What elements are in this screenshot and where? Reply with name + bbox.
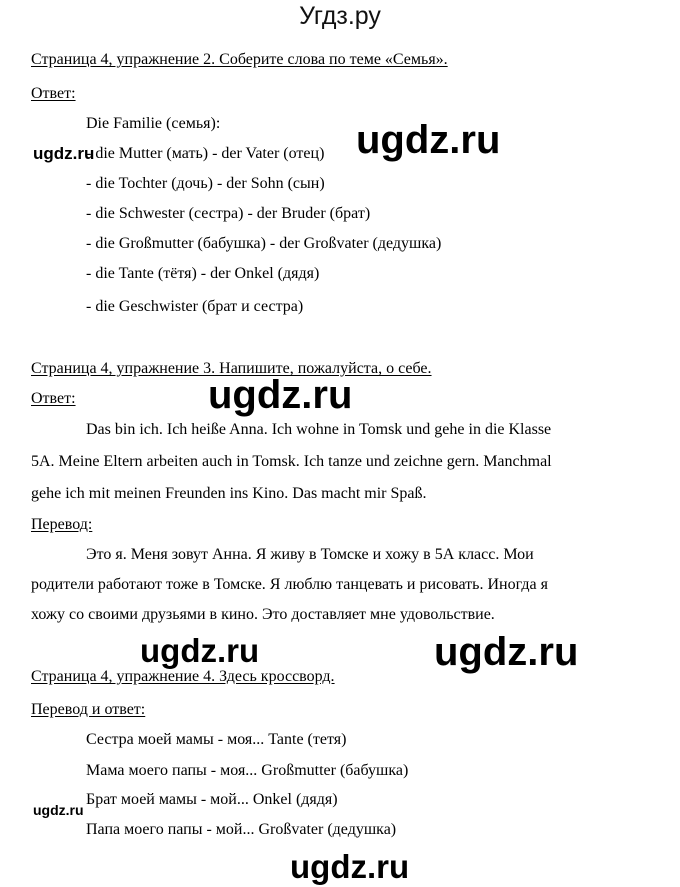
crossword-answer-item: Папа моего папы - мой... Großvater (дедушка): [86, 821, 397, 838]
section-3-answer-label: Перевод и ответ:: [31, 701, 146, 718]
section-1-answer-label: Ответ:: [31, 85, 76, 102]
crossword-answer-item: Брат моей мамы - мой... Onkel (дядя): [86, 791, 338, 808]
family-word-item: - die Großmutter (бабушка) - der Großvater (дедушка): [86, 235, 442, 252]
watermark: ugdz.ru: [434, 630, 579, 674]
answer-text-line: 5A. Meine Eltern arbeiten auch in Tomsk. Ich tanze und zeichne gern. Manchmal: [31, 453, 552, 470]
family-word-item: - die Geschwister (брат и сестра): [86, 298, 304, 315]
crossword-answer-item: Мама моего папы - моя... Großmutter (бабушка): [86, 762, 409, 779]
translation-text-line: хожу со своими друзьями в кино. Это доставляет мне удовольствие.: [31, 606, 495, 623]
watermark: ugdz.ru: [33, 144, 95, 163]
watermark: ugdz.ru: [33, 802, 84, 818]
family-word-item: - die Schwester (сестра) - der Bruder (брат): [86, 205, 371, 222]
answer-text-line: gehe ich mit meinen Freunden ins Kino. Das macht mir Spaß.: [31, 485, 427, 502]
translation-text-line: Это я. Меня зовут Анна. Я живу в Томске и хожу в 5А класс. Мои: [86, 546, 534, 563]
family-word-item: - die Tante (тётя) - der Onkel (дядя): [86, 265, 320, 282]
watermark: ugdz.ru: [140, 632, 260, 669]
family-word-item: - die Mutter (мать) - der Vater (отец): [86, 145, 325, 162]
section-2-title: Страница 4, упражнение 3. Напишите, пожалуйста, о себе.: [31, 360, 432, 377]
section-2-answer-label: Ответ:: [31, 390, 76, 407]
section-1-intro: Die Familie (семья):: [86, 115, 221, 132]
answer-text-line: Das bin ich. Ich heiße Anna. Ich wohne in Tomsk und gehe in die Klasse: [86, 421, 552, 438]
family-word-item: - die Tochter (дочь) - der Sohn (сын): [86, 175, 325, 192]
section-2-translation-label: Перевод:: [31, 516, 93, 533]
watermark: ugdz.ru: [290, 848, 410, 885]
section-1-title: Страница 4, упражнение 2. Соберите слова по теме «Семья».: [31, 51, 448, 68]
watermark: ugdz.ru: [208, 373, 353, 417]
crossword-answer-item: Сестра моей мамы - моя... Tante (тетя): [86, 731, 347, 748]
site-title: Угдз.ру: [299, 2, 381, 30]
translation-text-line: родители работают тоже в Томске. Я люблю танцевать и рисовать. Иногда я: [31, 576, 548, 593]
watermark: ugdz.ru: [356, 118, 501, 162]
section-3-title: Страница 4, упражнение 4. Здесь кроссворд.: [31, 668, 335, 685]
